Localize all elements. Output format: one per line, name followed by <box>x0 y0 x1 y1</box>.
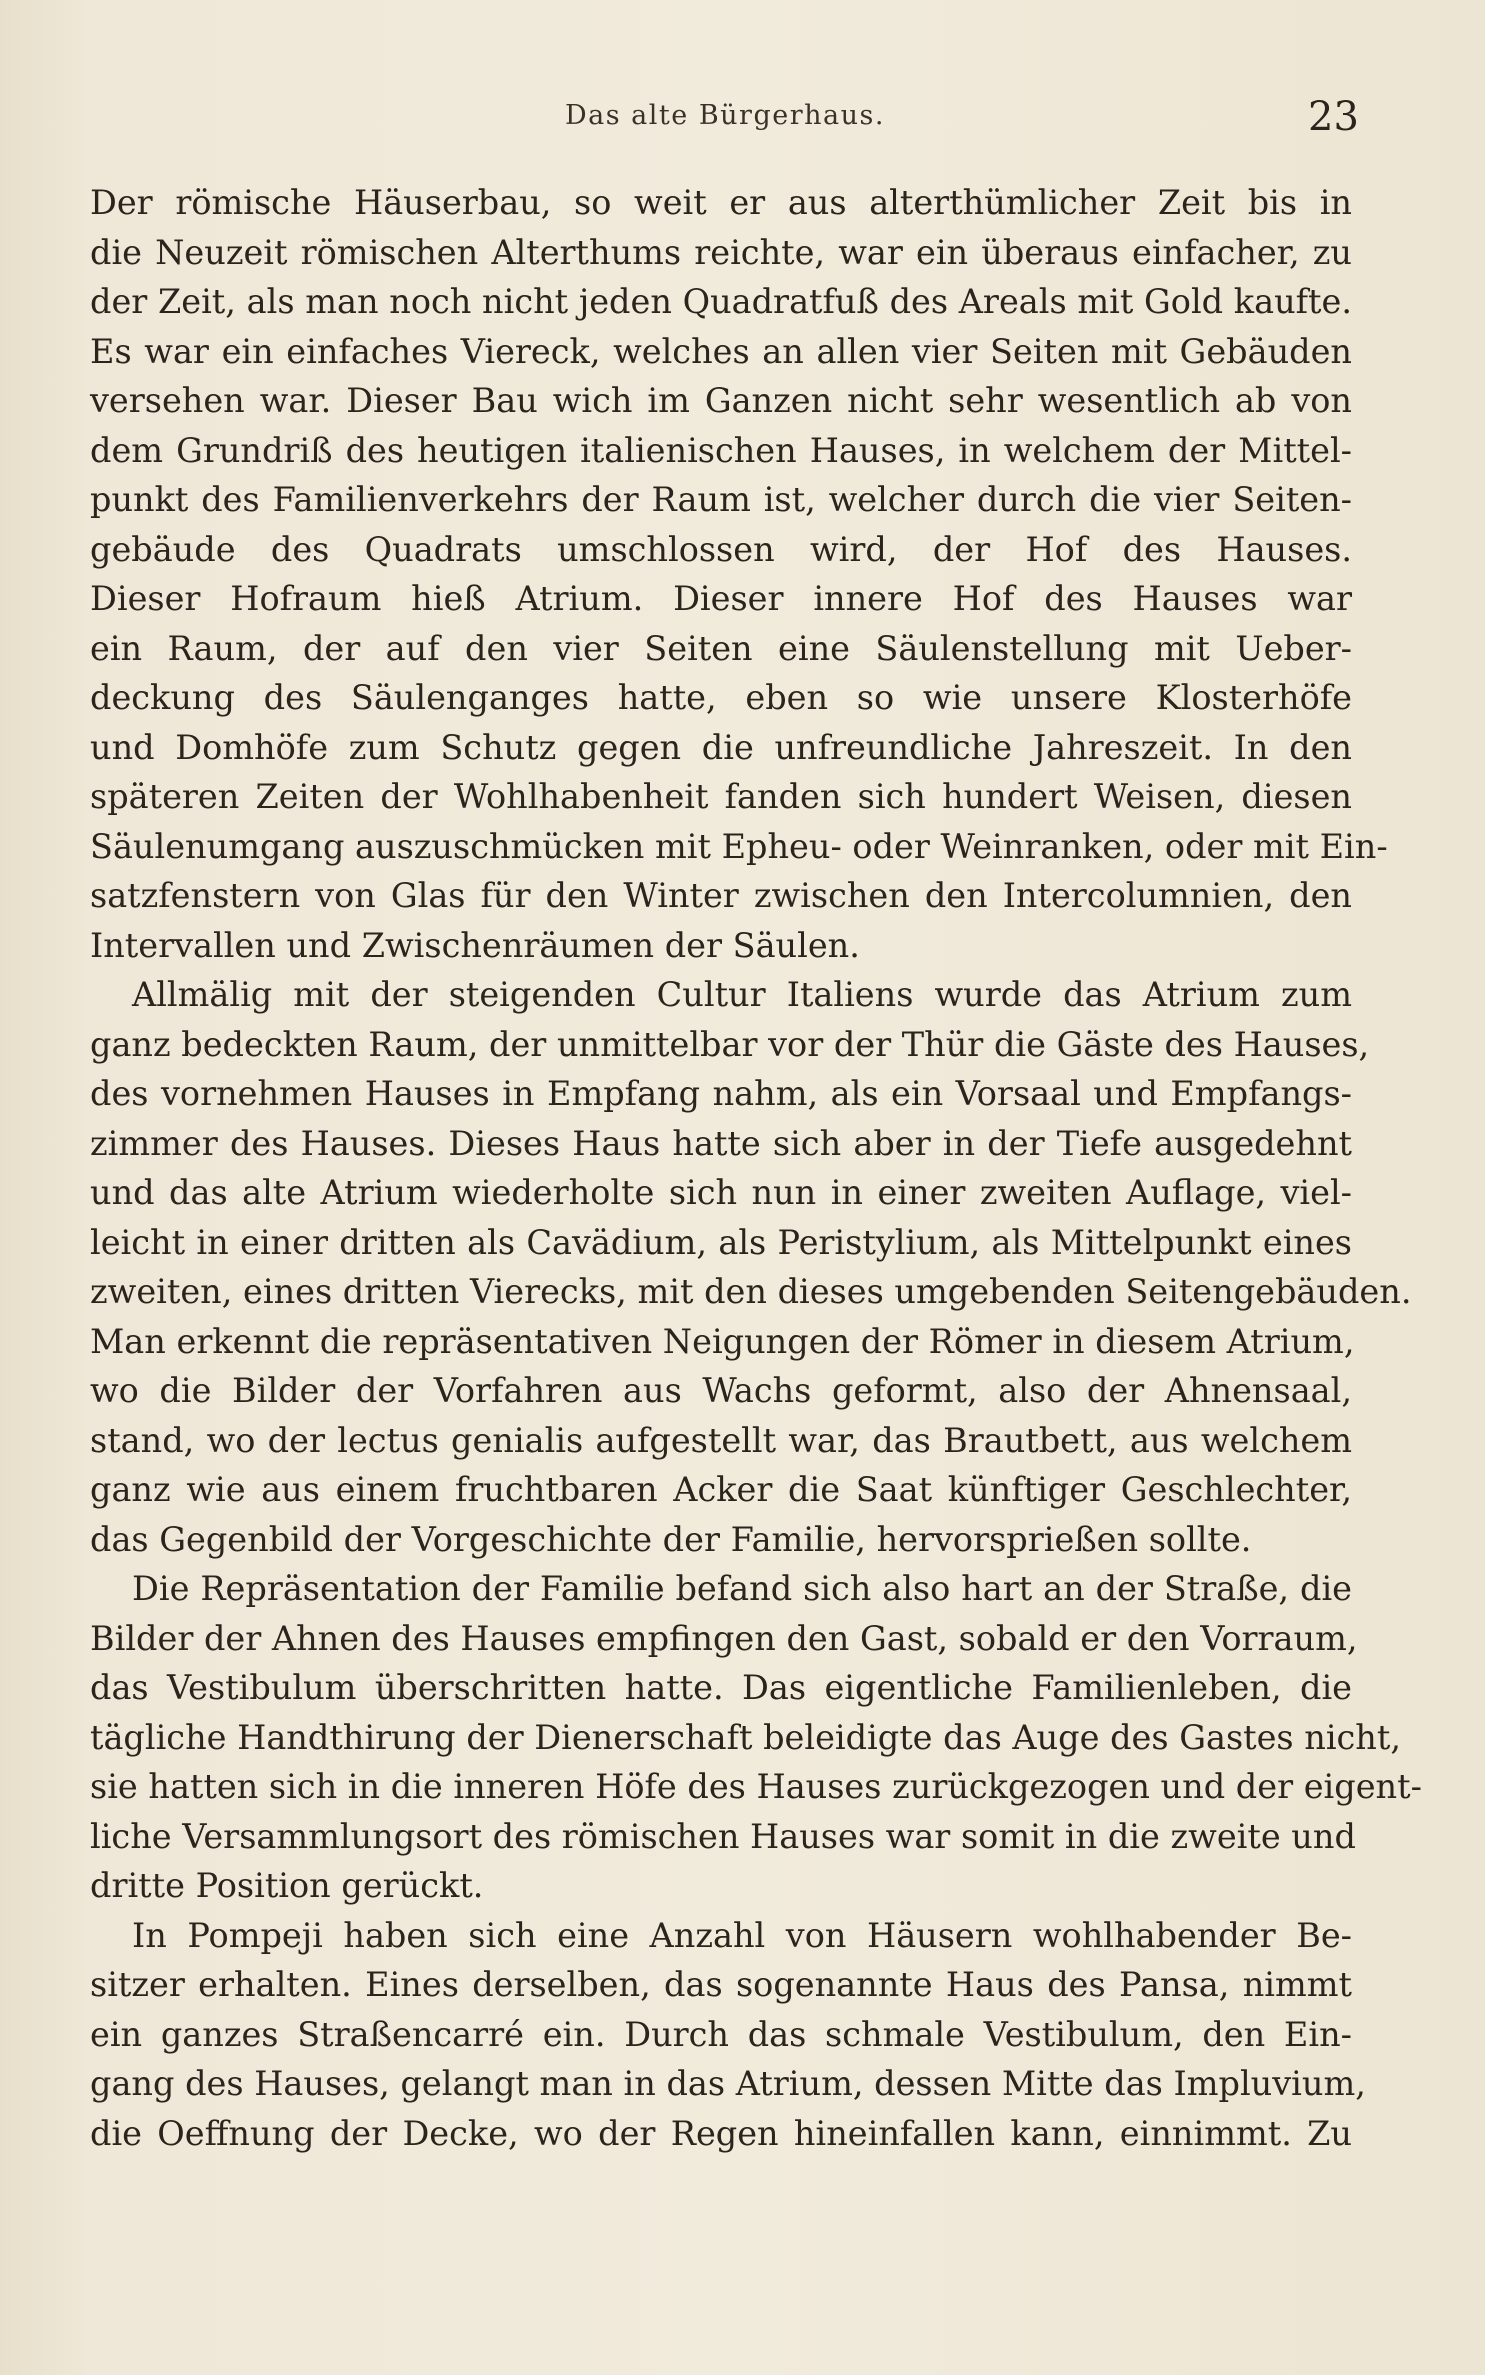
text-line: zweiten, eines dritten Vierecks, mit den dieses umgebenden Seitengebäuden. <box>90 1272 1412 1311</box>
text-line: zimmer des Hauses. Dieses Haus hatte sich aber in der Tiefe ausgedehnt <box>90 1123 1352 1163</box>
text-line: punkt des Familienverkehrs der Raum ist, welcher durch die vier Seiten- <box>90 480 1352 519</box>
text-line: gebäude des Quadrats umschlossen wird, der Hof des Hauses. <box>90 529 1352 569</box>
running-head <box>0 94 1485 148</box>
text-line: leicht in einer dritten als Cavädium, als Peristylium, als Mittelpunkt eines <box>90 1222 1352 1262</box>
text-line: und Domhöfe zum Schutz gegen die unfreundliche Jahreszeit. In den <box>90 727 1352 767</box>
text-line: das Vestibulum überschritten hatte. Das eigentliche Familienleben, die <box>90 1668 1352 1707</box>
text-line: Man erkennt die repräsentativen Neigungen der Römer in diesem Atrium, <box>90 1321 1355 1361</box>
text-line: und das alte Atrium wiederholte sich nun in einer zweiten Auflage, viel- <box>90 1173 1352 1212</box>
text-line: des vornehmen Hauses in Empfang nahm, als ein Vorsaal und Empfangs- <box>90 1074 1352 1113</box>
text-line: sie hatten sich in die inneren Höfe des Hauses zurückgezogen und der eigent- <box>90 1767 1422 1806</box>
text-line: tägliche Handthirung der Dienerschaft beleidigte das Auge des Gastes nicht, <box>90 1717 1401 1757</box>
text-line: ganz wie aus einem fruchtbaren Acker die Saat künftiger Geschlechter, <box>90 1470 1352 1509</box>
text-line: sitzer erhalten. Eines derselben, das sogenannte Haus des Pansa, nimmt <box>90 1965 1352 2004</box>
text-line: In Pompeji haben sich eine Anzahl von Häusern wohlhabender Be- <box>132 1915 1352 1955</box>
body-text <box>90 178 1422 2158</box>
text-line: Allmälig mit der steigenden Cultur Italiens wurde das Atrium zum <box>132 975 1352 1014</box>
text-line: Der römische Häuserbau, so weit er aus alterthümlicher Zeit bis in <box>90 183 1352 222</box>
text-line: die Oeffnung der Decke, wo der Regen hineinfallen kann, einnimmt. Zu <box>90 2113 1352 2153</box>
text-line: liche Versammlungsort des römischen Hauses war somit in die zweite und <box>90 1816 1356 1856</box>
running-title: Das alte Bürgerhaus. <box>565 100 885 131</box>
text-line: versehen war. Dieser Bau wich im Ganzen nicht sehr wesentlich ab von <box>90 381 1352 420</box>
text-line: gang des Hauses, gelangt man in das Atrium, dessen Mitte das Impluvium, <box>90 2064 1366 2103</box>
text-line: späteren Zeiten der Wohlhabenheit fanden sich hundert Weisen, diesen <box>90 777 1352 816</box>
text-line: satzfenstern von Glas für den Winter zwischen den Intercolumnien, den <box>90 876 1352 915</box>
page-number: 23 <box>1308 94 1359 140</box>
text-line: ein ganzes Straßencarré ein. Durch das schmale Vestibulum, den Ein- <box>90 2014 1352 2054</box>
text-line: ganz bedeckten Raum, der unmittelbar vor der Thür die Gäste des Hauses, <box>90 1024 1370 1064</box>
text-line: das Gegenbild der Vorgeschichte der Familie, hervorsprießen sollte. <box>90 1519 1252 1559</box>
text-line: Säulenumgang auszuschmücken mit Epheu- oder Weinranken, oder mit Ein- <box>90 826 1388 866</box>
text-line: Intervallen und Zwischenräumen der Säulen. <box>90 925 860 965</box>
text-line: dritte Position gerückt. <box>90 1866 484 1905</box>
text-line: deckung des Säulenganges hatte, eben so wie unsere Klosterhöfe <box>90 678 1352 717</box>
text-line: die Neuzeit römischen Alterthums reichte, war ein überaus einfacher, zu <box>90 232 1352 272</box>
text-line: Die Repräsentation der Familie befand sich also hart an der Straße, die <box>132 1569 1352 1608</box>
text-line: Bilder der Ahnen des Hauses empfingen den Gast, sobald er den Vorraum, <box>90 1618 1358 1658</box>
text-line: Es war ein einfaches Viereck, welches an allen vier Seiten mit Gebäuden <box>90 331 1352 371</box>
text-line: stand, wo der lectus genialis aufgestellt war, das Brautbett, aus welchem <box>90 1420 1352 1460</box>
text-line: der Zeit, als man noch nicht jeden Quadratfuß des Areals mit Gold kaufte. <box>90 282 1352 321</box>
text-line: wo die Bilder der Vorfahren aus Wachs geformt, also der Ahnensaal, <box>90 1371 1352 1410</box>
text-line: dem Grundriß des heutigen italienischen Hauses, in welchem der Mittel- <box>90 430 1352 470</box>
text-line: Dieser Hofraum hieß Atrium. Dieser innere Hof des Hauses war <box>90 579 1352 618</box>
text-line: ein Raum, der auf den vier Seiten eine Säulenstellung mit Ueber- <box>90 628 1352 668</box>
